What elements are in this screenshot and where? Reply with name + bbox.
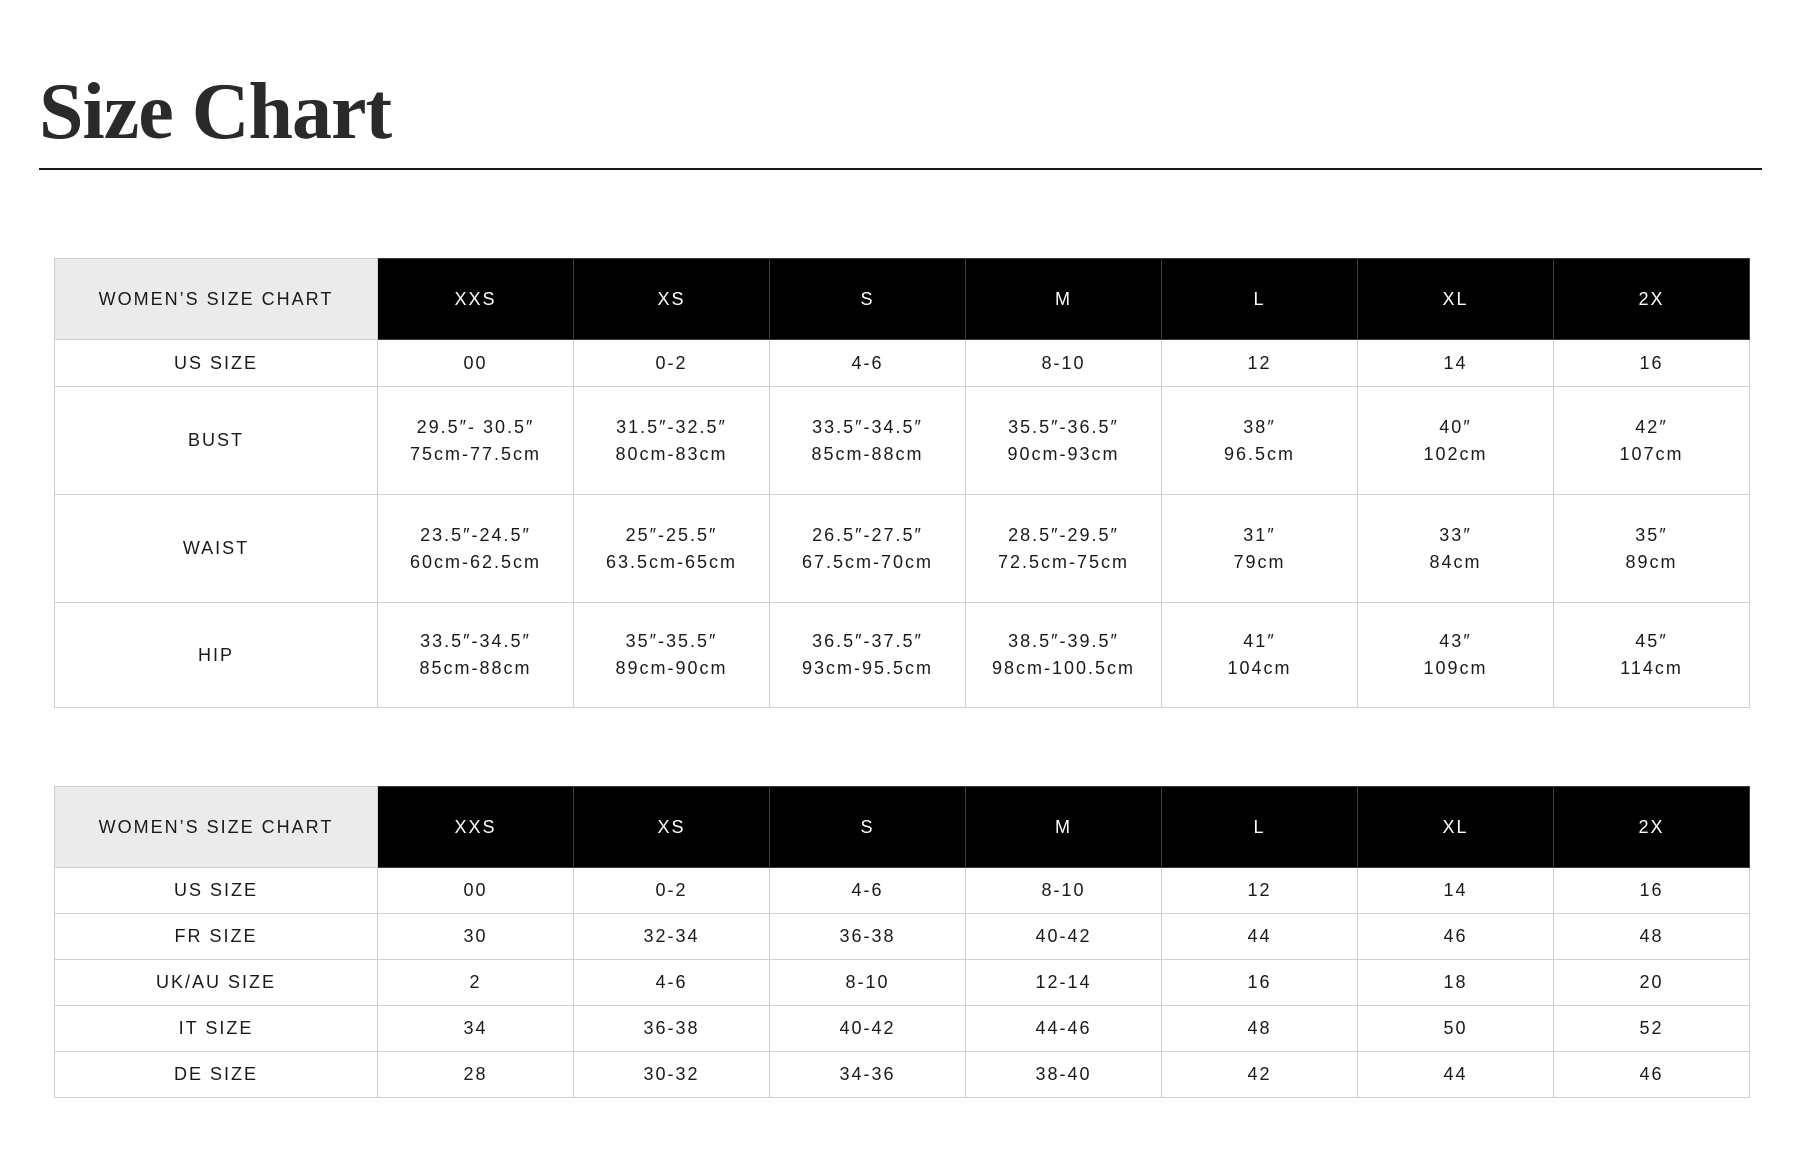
value-primary: 36.5″-37.5″ [812, 631, 923, 651]
value-metric: 102cm [1423, 443, 1488, 464]
value-primary: 20 [1639, 972, 1664, 992]
table-row [55, 914, 1750, 960]
value-primary: 50 [1443, 1018, 1468, 1038]
value-metric: 90cm-93cm [1007, 443, 1120, 464]
size-value-cell [966, 914, 1162, 960]
value-primary: 4-6 [851, 352, 884, 373]
size-value-cell [378, 1052, 574, 1098]
value-primary: 45″ [1635, 631, 1668, 651]
size-value-cell [378, 387, 574, 495]
size-value-cell [574, 914, 770, 960]
value-primary: 44 [1443, 1064, 1468, 1084]
value-primary: 23.5″-24.5″ [420, 524, 531, 545]
value-metric: 75cm-77.5cm [409, 443, 542, 464]
size-value-cell [770, 1006, 966, 1052]
value-metric: 80cm-83cm [615, 443, 728, 464]
value-metric: 89cm-90cm [615, 658, 728, 678]
value-primary: 33.5″-34.5″ [812, 416, 923, 437]
size-column-header: XL [1358, 259, 1554, 340]
value-primary: 34 [463, 1018, 488, 1038]
value-primary: 38.5″-39.5″ [1008, 631, 1119, 651]
value-primary: 16 [1639, 352, 1664, 373]
value-metric: 72.5cm-75cm [997, 551, 1130, 572]
value-metric: 89cm [1625, 551, 1678, 572]
table-row [55, 603, 1750, 708]
size-value-cell [1162, 340, 1358, 387]
size-column-header: XS [574, 787, 770, 868]
size-value-cell [966, 1006, 1162, 1052]
size-value-cell [1554, 340, 1750, 387]
womens-size-conversion-table [54, 786, 1750, 1098]
row-label: US SIZE [55, 340, 378, 387]
size-value-cell [1554, 868, 1750, 914]
value-primary: 43″ [1439, 631, 1472, 651]
value-primary: 38″ [1243, 416, 1276, 437]
size-value-cell [966, 603, 1162, 708]
value-primary: 16 [1639, 880, 1664, 900]
size-value-cell [574, 495, 770, 603]
value-primary: 28 [463, 1064, 488, 1084]
value-primary: 12-14 [1035, 972, 1092, 992]
value-primary: 0-2 [655, 352, 688, 373]
size-value-cell [966, 960, 1162, 1006]
size-value-cell [1162, 603, 1358, 708]
value-primary: 32-34 [643, 926, 700, 946]
size-value-cell [574, 1052, 770, 1098]
value-metric: 85cm-88cm [419, 658, 532, 678]
value-primary: 4-6 [851, 880, 884, 900]
size-value-cell [1358, 1006, 1554, 1052]
size-value-cell [378, 340, 574, 387]
value-primary: 40-42 [1035, 926, 1092, 946]
value-primary: 8-10 [1041, 352, 1086, 373]
size-column-header: 2X [1554, 259, 1750, 340]
value-primary: 0-2 [655, 880, 688, 900]
row-label: US SIZE [55, 868, 378, 914]
value-primary: 29.5″- 30.5″ [416, 416, 535, 437]
size-value-cell [966, 387, 1162, 495]
value-primary: 44 [1247, 926, 1272, 946]
size-value-cell [1162, 387, 1358, 495]
value-primary: 36-38 [839, 926, 896, 946]
value-primary: 38-40 [1035, 1064, 1092, 1084]
value-primary: 36-38 [643, 1018, 700, 1038]
value-primary: 14 [1443, 880, 1468, 900]
value-metric: 79cm [1233, 551, 1286, 572]
row-label: FR SIZE [55, 914, 378, 960]
value-primary: 30 [463, 926, 488, 946]
value-primary: 40″ [1439, 416, 1472, 437]
page-title: Size Chart [39, 68, 392, 156]
size-value-cell [1358, 603, 1554, 708]
value-primary: 33″ [1439, 524, 1472, 545]
value-metric: 60cm-62.5cm [409, 551, 542, 572]
value-primary: 52 [1639, 1018, 1664, 1038]
size-column-header: L [1162, 259, 1358, 340]
size-column-header: L [1162, 787, 1358, 868]
value-primary: 42 [1247, 1064, 1272, 1084]
table-row [55, 1052, 1750, 1098]
size-value-cell [1358, 960, 1554, 1006]
value-primary: 33.5″-34.5″ [420, 631, 531, 651]
table-row [55, 387, 1750, 495]
value-primary: 42″ [1635, 416, 1668, 437]
size-column-header: XS [574, 259, 770, 340]
value-primary: 30-32 [643, 1064, 700, 1084]
value-primary: 12 [1247, 880, 1272, 900]
table-row [55, 960, 1750, 1006]
value-primary: 46 [1639, 1064, 1664, 1084]
value-primary: 00 [463, 880, 488, 900]
value-primary: 26.5″-27.5″ [812, 524, 923, 545]
size-value-cell [770, 495, 966, 603]
size-value-cell [574, 603, 770, 708]
size-value-cell [1358, 340, 1554, 387]
size-value-cell [966, 868, 1162, 914]
size-value-cell [966, 1052, 1162, 1098]
size-column-header: XXS [378, 787, 574, 868]
size-value-cell [770, 914, 966, 960]
value-metric: 104cm [1227, 658, 1292, 678]
value-primary: 35.5″-36.5″ [1008, 416, 1119, 437]
value-primary: 8-10 [1041, 880, 1086, 900]
value-primary: 2 [469, 972, 482, 992]
value-primary: 31″ [1243, 524, 1276, 545]
table-corner-label: WOMEN’S SIZE CHART [55, 259, 378, 340]
row-label: IT SIZE [55, 1006, 378, 1052]
size-value-cell [1554, 1052, 1750, 1098]
value-metric: 84cm [1429, 551, 1482, 572]
size-column-header: S [770, 259, 966, 340]
value-primary: 4-6 [655, 972, 688, 992]
value-primary: 48 [1639, 926, 1664, 946]
size-column-header: 2X [1554, 787, 1750, 868]
table-corner-label: WOMEN’S SIZE CHART [55, 787, 378, 868]
row-label: UK/AU SIZE [55, 960, 378, 1006]
womens-measurement-table [54, 258, 1750, 708]
value-metric: 114cm [1620, 658, 1683, 678]
size-value-cell [1358, 387, 1554, 495]
size-value-cell [1358, 1052, 1554, 1098]
size-column-header: M [966, 787, 1162, 868]
size-value-cell [1554, 387, 1750, 495]
value-primary: 40-42 [839, 1018, 896, 1038]
size-column-header: M [966, 259, 1162, 340]
table-header-row [55, 259, 1750, 340]
value-primary: 34-36 [839, 1064, 896, 1084]
row-label: DE SIZE [55, 1052, 378, 1098]
row-label: HIP [55, 603, 378, 708]
row-label: WAIST [55, 495, 378, 603]
size-value-cell [1162, 1052, 1358, 1098]
size-value-cell [378, 1006, 574, 1052]
size-column-header: XL [1358, 787, 1554, 868]
table-header-row [55, 787, 1750, 868]
value-primary: 41″ [1243, 631, 1276, 651]
size-value-cell [574, 1006, 770, 1052]
value-metric: 67.5cm-70cm [801, 551, 934, 572]
size-value-cell [378, 603, 574, 708]
table-row [55, 495, 1750, 603]
value-metric: 109cm [1423, 658, 1488, 678]
size-value-cell [1554, 914, 1750, 960]
size-value-cell [770, 960, 966, 1006]
value-primary: 12 [1247, 352, 1272, 373]
size-value-cell [966, 495, 1162, 603]
size-value-cell [1162, 1006, 1358, 1052]
value-primary: 25″-25.5″ [625, 524, 718, 545]
size-value-cell [574, 960, 770, 1006]
title-divider [39, 168, 1762, 170]
size-value-cell [1358, 914, 1554, 960]
size-value-cell [378, 914, 574, 960]
size-column-header: S [770, 787, 966, 868]
value-primary: 44-46 [1035, 1018, 1092, 1038]
size-value-cell [1554, 495, 1750, 603]
size-value-cell [1554, 960, 1750, 1006]
value-primary: 28.5″-29.5″ [1008, 524, 1119, 545]
size-value-cell [1358, 495, 1554, 603]
table-row [55, 340, 1750, 387]
size-column-header: XXS [378, 259, 574, 340]
value-metric: 85cm-88cm [811, 443, 924, 464]
value-primary: 00 [463, 352, 488, 373]
size-value-cell [1554, 1006, 1750, 1052]
value-primary: 14 [1443, 352, 1468, 373]
value-metric: 96.5cm [1223, 443, 1296, 464]
size-value-cell [966, 340, 1162, 387]
value-primary: 35″ [1635, 524, 1668, 545]
size-value-cell [770, 340, 966, 387]
size-value-cell [770, 387, 966, 495]
size-value-cell [574, 387, 770, 495]
table-row [55, 1006, 1750, 1052]
value-metric: 107cm [1619, 443, 1684, 464]
size-value-cell [378, 960, 574, 1006]
size-value-cell [574, 340, 770, 387]
value-metric: 98cm-100.5cm [991, 658, 1136, 678]
value-primary: 35″-35.5″ [625, 631, 718, 651]
value-primary: 48 [1247, 1018, 1272, 1038]
value-primary: 31.5″-32.5″ [616, 416, 727, 437]
size-value-cell [1554, 603, 1750, 708]
value-metric: 93cm-95.5cm [801, 658, 934, 678]
size-value-cell [770, 868, 966, 914]
size-value-cell [770, 1052, 966, 1098]
row-label: BUST [55, 387, 378, 495]
table-row [55, 868, 1750, 914]
value-primary: 46 [1443, 926, 1468, 946]
value-metric: 63.5cm-65cm [605, 551, 738, 572]
value-primary: 16 [1247, 972, 1272, 992]
size-value-cell [770, 603, 966, 708]
size-value-cell [574, 868, 770, 914]
size-value-cell [1162, 495, 1358, 603]
size-value-cell [378, 495, 574, 603]
value-primary: 8-10 [845, 972, 890, 992]
size-value-cell [1162, 868, 1358, 914]
size-value-cell [378, 868, 574, 914]
value-primary: 18 [1443, 972, 1468, 992]
size-value-cell [1358, 868, 1554, 914]
size-value-cell [1162, 914, 1358, 960]
size-value-cell [1162, 960, 1358, 1006]
